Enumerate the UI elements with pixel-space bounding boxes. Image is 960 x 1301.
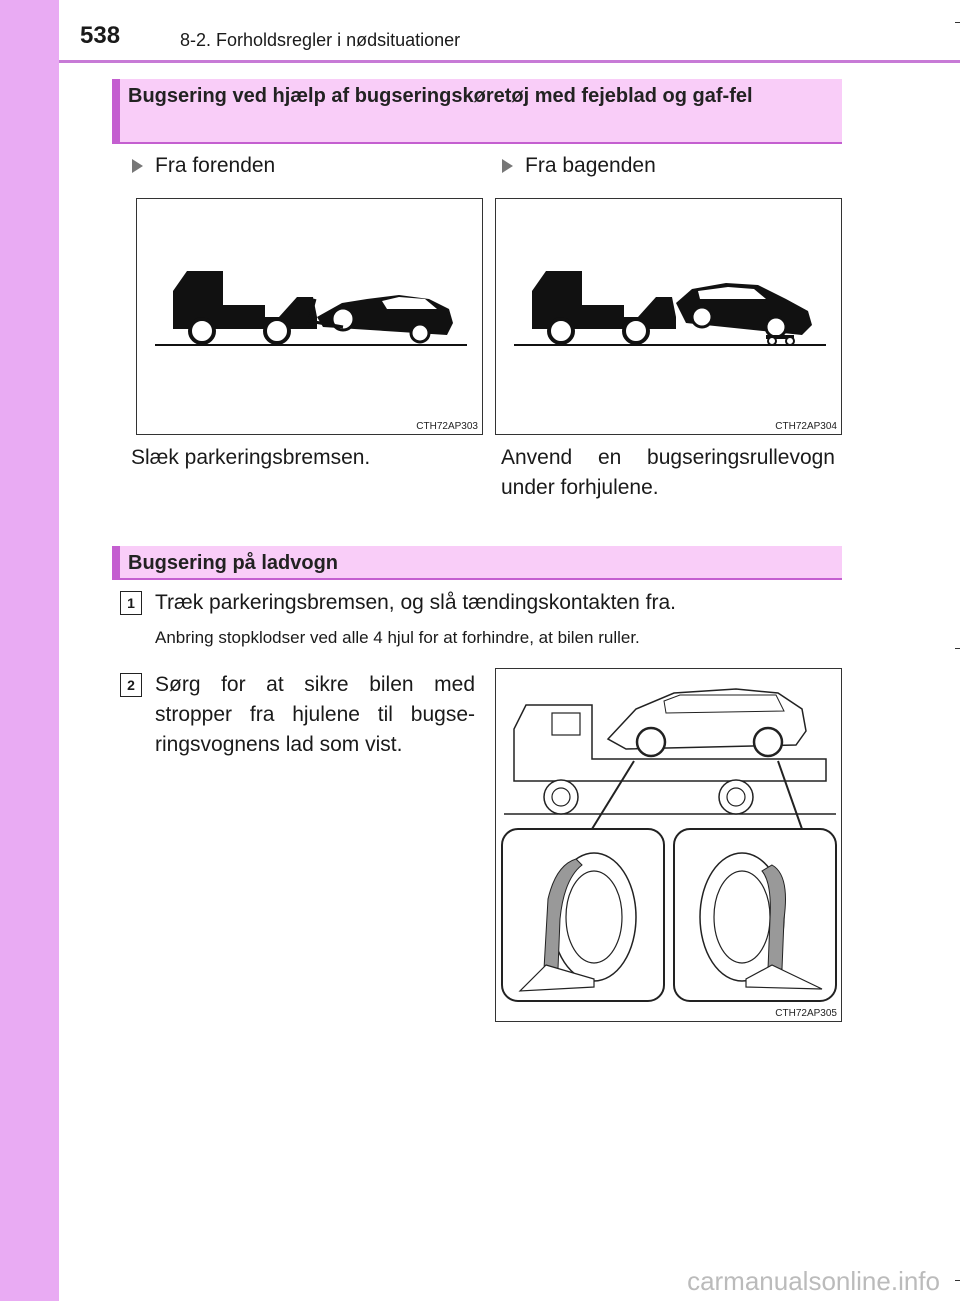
figure-flatbed [495,668,842,1022]
triangle-bullet-icon [132,159,143,173]
caption-rear-line2: under forhjulene. [501,476,659,499]
sidebar-stripe [0,0,59,1301]
section-title: Bugsering ved hjælp af bugseringskøretøj med fejeblad og gaf-fel [128,85,753,107]
header-rule [59,60,960,63]
flatbed-illustration [496,669,841,1021]
step-number-1: 1 [120,591,142,615]
tow-truck-front-illustration [137,199,482,434]
figure-code: CTH72AP303 [416,421,478,432]
figure-code: CTH72AP304 [775,421,837,432]
step-2-line2: stropper fra hjulene til bugse- [155,703,475,726]
step-1-text: Træk parkeringsbremsen, og slå tændingskontakten fra. [155,591,676,614]
triangle-bullet-icon [502,159,513,173]
chapter-title: 8-2. Forholdsregler i nødsituationer [180,30,461,50]
caption-rear-line1: Anvend en bugseringsrullevogn [501,446,835,469]
sub-heading-front: Fra forenden [132,154,275,178]
section-heading-wheel-lift [112,79,842,144]
figure-code: CTH72AP305 [775,1008,837,1019]
section-title: Bugsering på ladvogn [128,552,339,574]
watermark: carmanualsonline.info [687,1266,940,1296]
caption-front: Slæk parkeringsbremsen. [131,446,371,469]
step-2-line1: Sørg for at sikre bilen med [155,673,475,696]
crop-mark [955,1280,960,1281]
crop-mark [955,648,960,649]
step-number-2: 2 [120,673,142,697]
section-heading-flatbed [112,546,842,580]
page-number: 538 [80,22,121,49]
tow-truck-rear-illustration [496,199,841,434]
step-2-line3: ringsvognens lad som vist. [155,733,403,756]
figure-front-tow [136,198,483,435]
crop-mark [955,22,960,23]
sub-heading-rear: Fra bagenden [502,154,656,178]
figure-rear-tow [495,198,842,435]
step-1-note: Anbring stopklodser ved alle 4 hjul for at forhindre, at bilen ruller. [155,628,640,647]
